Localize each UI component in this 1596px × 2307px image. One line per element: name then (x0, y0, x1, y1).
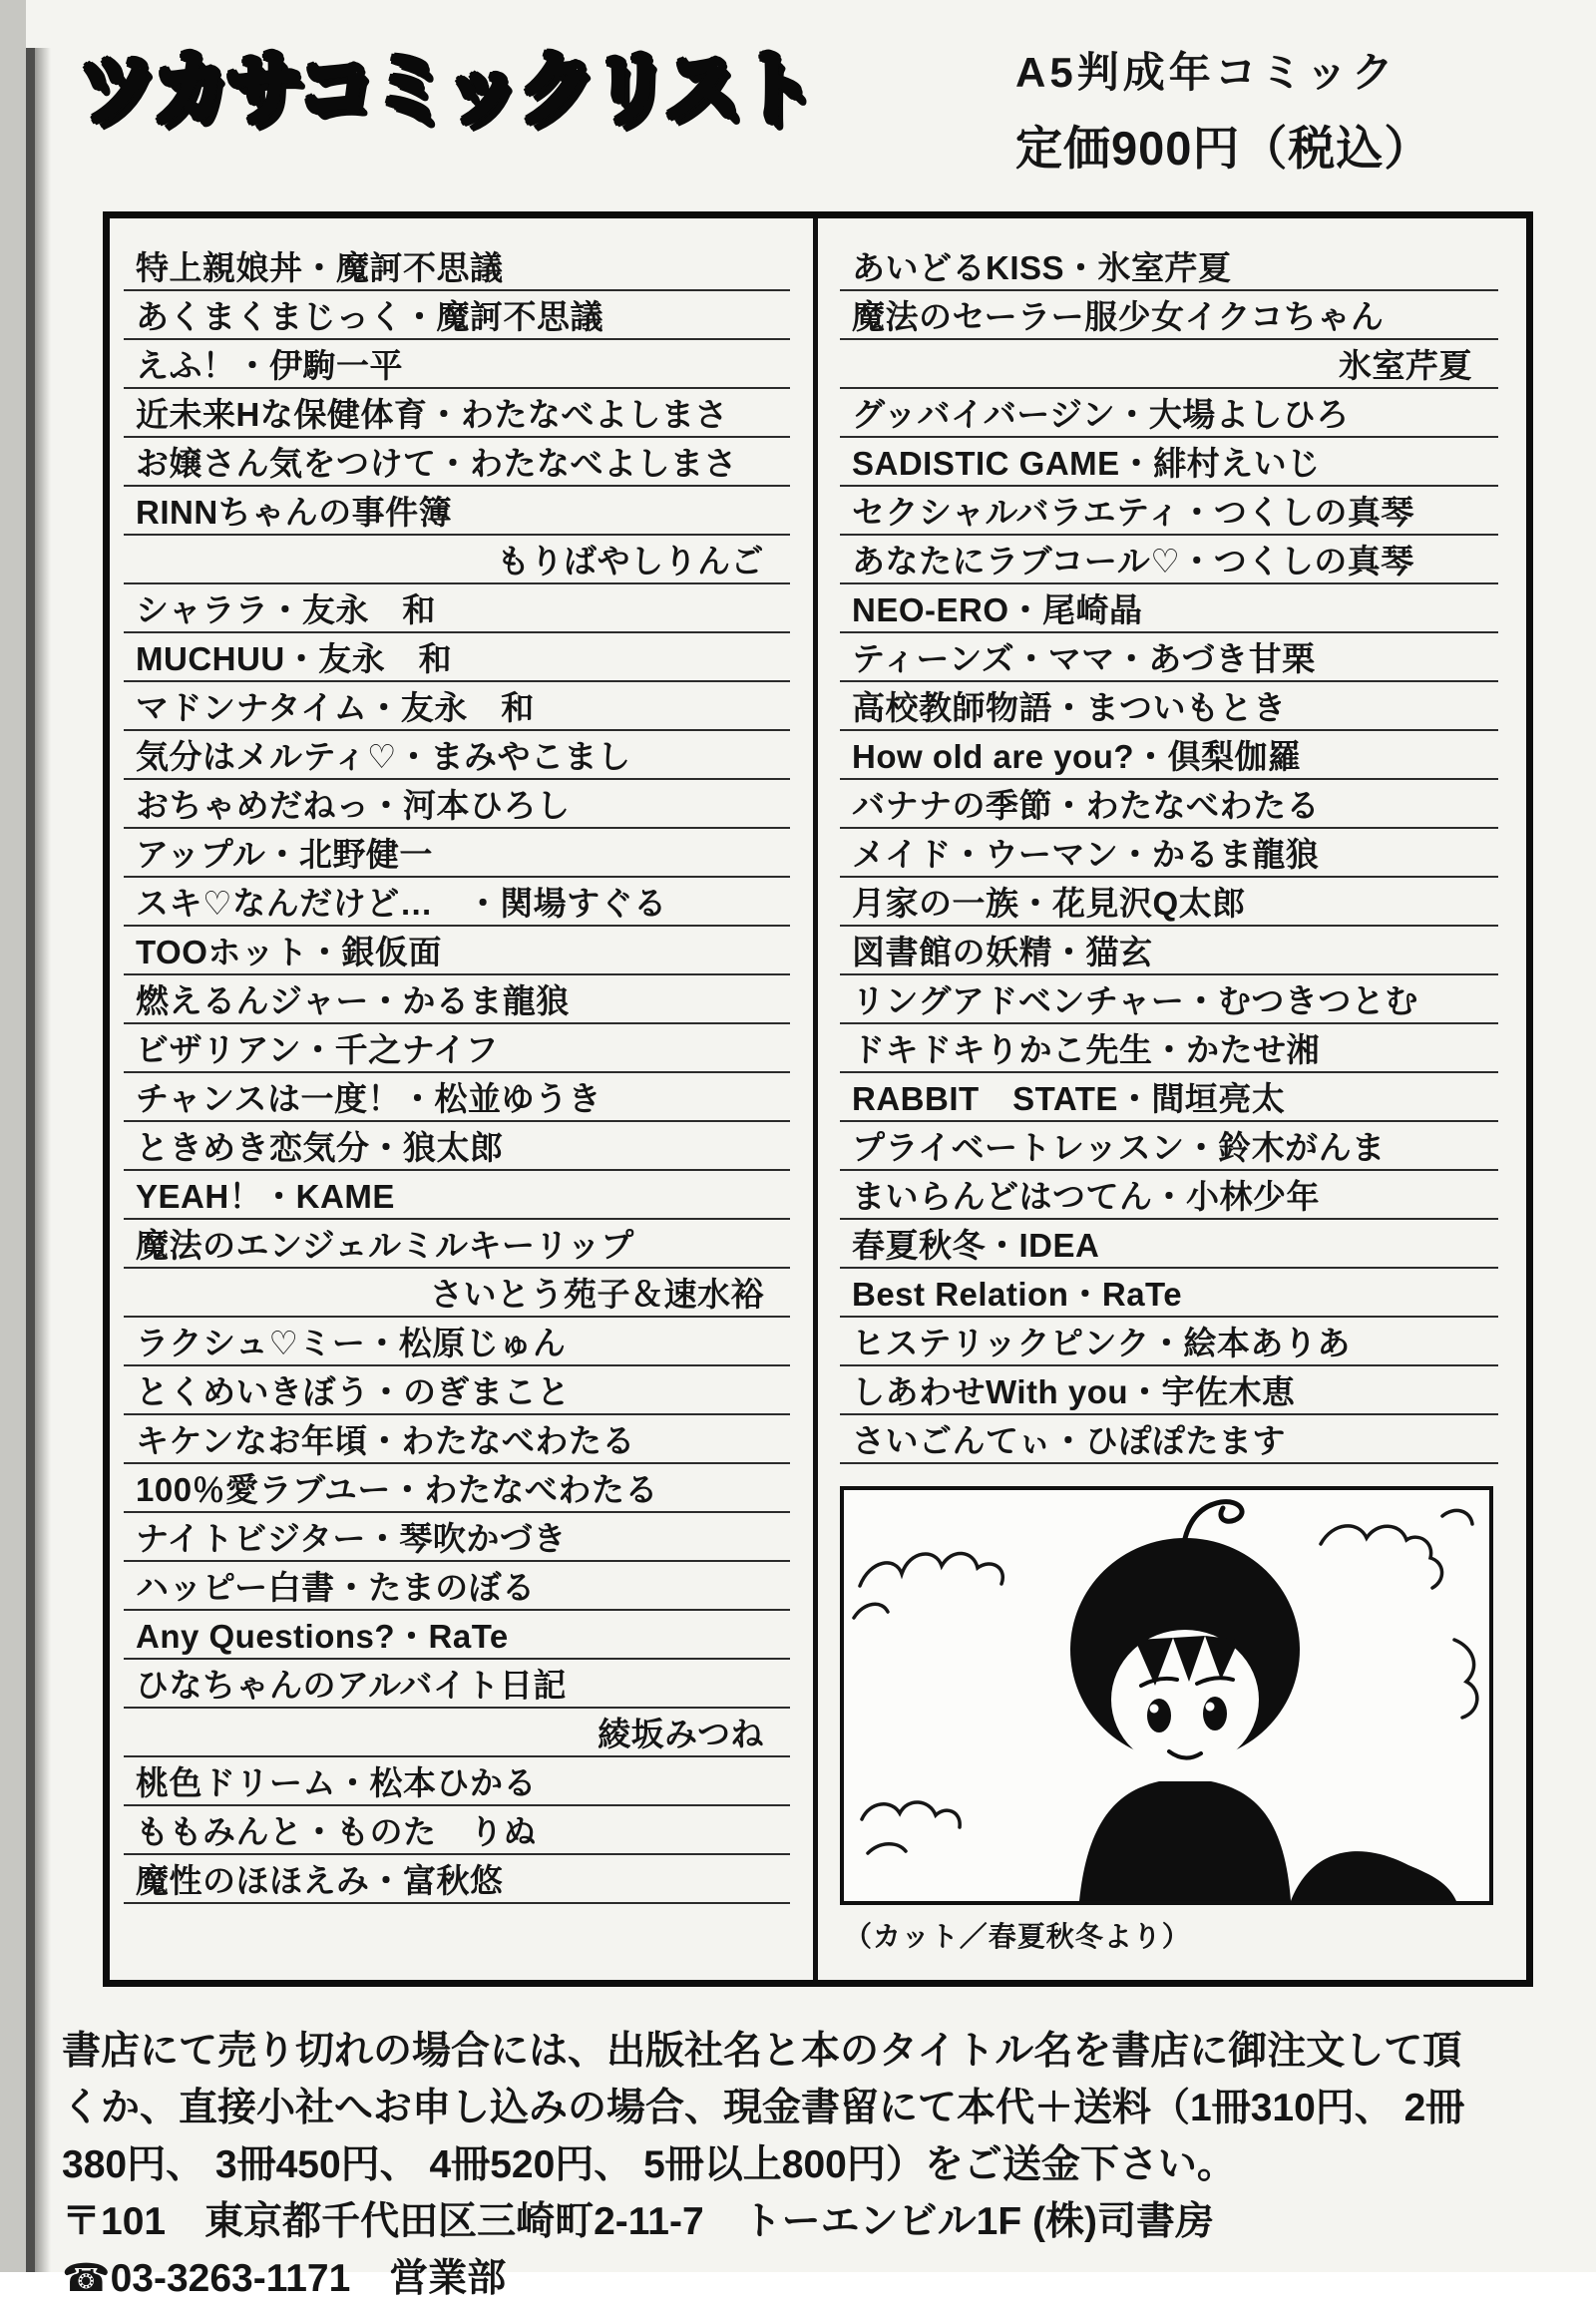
title-row: ひなちゃんのアルバイト日記 (124, 1660, 790, 1709)
title-row: RABBIT STATE・間垣亮太 (840, 1073, 1498, 1122)
page-title: ツカサコミックリスト (78, 44, 813, 135)
title-row: とくめいきぼう・のぎまこと (124, 1366, 790, 1415)
title-row: しあわせWith you・宇佐木恵 (840, 1366, 1498, 1415)
title-row: Any Questions?・RaTe (124, 1611, 790, 1660)
title-row: 特上親娘丼・魔訶不思議 (124, 242, 790, 291)
title-row: ナイトビジター・琴吹かづき (124, 1513, 790, 1562)
title-row: Best Relation・RaTe (840, 1269, 1498, 1318)
illustration-frame (840, 1486, 1493, 1905)
format-line: A5判成年コミック (1015, 49, 1397, 96)
title-row: 魔性のほほえみ・富秋悠 (124, 1855, 790, 1904)
footer-line: 380円、 3冊450円、 4冊520円、 5冊以上800円）をご送金下さい。 (62, 2143, 1236, 2186)
title-row: TOOホット・銀仮面 (124, 927, 790, 975)
footer-note (62, 2023, 1558, 2307)
author-row: 氷室芹夏 (840, 340, 1498, 389)
title-row: さいごんてぃ・ひぽぽたます (840, 1415, 1498, 1464)
title-row: 桃色ドリーム・松本ひかる (124, 1757, 790, 1806)
comic-list-box (103, 211, 1533, 1987)
title-row: グッバイバージン・大場よしひろ (840, 389, 1498, 438)
left-column (124, 242, 790, 1904)
title-row: あいどるKISS・氷室芹夏 (840, 242, 1498, 291)
bush-sketch-top-right (1321, 1526, 1442, 1588)
title-row: セクシャルバラエティ・つくしの真琴 (840, 487, 1498, 536)
title-row: ビザリアン・千之ナイフ (124, 1024, 790, 1073)
bush-sketch-right (1454, 1640, 1477, 1718)
title-row: ティーンズ・ママ・あづき甘栗 (840, 633, 1498, 682)
bush-sketch-top-left (860, 1553, 1002, 1586)
title-row: 図書館の妖精・猫玄 (840, 927, 1498, 975)
title-row: ときめき恋気分・狼太郎 (124, 1122, 790, 1171)
scan-binding-line (26, 48, 35, 2272)
title-row: おちゃめだねっ・河本ひろし (124, 780, 790, 829)
title-row: ドキドキりかこ先生・かたせ湘 (840, 1024, 1498, 1073)
author-row: さいとう苑子＆速水裕 (124, 1269, 790, 1318)
title-row: How old are you?・倶梨伽羅 (840, 731, 1498, 780)
footer-line: くか、直接小社へお申し込みの場合、現金書留にて本代＋送料（1冊310円、 2冊 (62, 2087, 1465, 2129)
title-row: 高校教師物語・まついもとき (840, 682, 1498, 731)
title-row: リングアドベンチャー・むつきつとむ (840, 975, 1498, 1024)
right-column-rows (840, 242, 1498, 1464)
title-row: あなたにラブコール♡・つくしの真琴 (840, 536, 1498, 584)
title-row: あくまくまじっく・魔訶不思議 (124, 291, 790, 340)
title-row: 燃えるんジャー・かるま龍狼 (124, 975, 790, 1024)
title-row: アップル・北野健一 (124, 829, 790, 878)
title-row: キケンなお年頃・わたなべわたる (124, 1415, 790, 1464)
column-divider (813, 218, 818, 1980)
title-row: ハッピー白書・たまのぼる (124, 1562, 790, 1611)
title-row: 近未来Hな保健体育・わたなべよしまさ (124, 389, 790, 438)
bush-sketch-bottom-left (862, 1802, 960, 1827)
title-row: 100％愛ラブユー・わたなべわたる (124, 1464, 790, 1513)
title-row: チャンスは一度！・松並ゆうき (124, 1073, 790, 1122)
title-row: YEAH！・KAME (124, 1171, 790, 1220)
illustration-caption: （カット／春夏秋冬より） (844, 1921, 1191, 1952)
title-row: スキ♡なんだけど… ・関場すぐる (124, 878, 790, 927)
girl-illustration-image (844, 1490, 1489, 1901)
title-row: 魔法のエンジェルミルキーリップ (124, 1220, 790, 1269)
price-info (1015, 40, 1431, 179)
title-row: まいらんどはつてん・小林少年 (840, 1171, 1498, 1220)
title-row: 魔法のセーラー服少女イクコちゃん (840, 291, 1498, 340)
scan-edge-strip (0, 0, 26, 2272)
title-row: バナナの季節・わたなべわたる (840, 780, 1498, 829)
title-row: メイド・ウーマン・かるま龍狼 (840, 829, 1498, 878)
title-row: 月家の一族・花見沢Q太郎 (840, 878, 1498, 927)
price-line: 定価900円（税込） (1015, 122, 1432, 175)
title-row: NEO-ERO・尾崎晶 (840, 584, 1498, 633)
scan-edge-shadow (35, 48, 51, 2272)
title-row: MUCHUU・友永 和 (124, 633, 790, 682)
title-row: ヒステリックピンク・絵本ありあ (840, 1318, 1498, 1366)
title-row: お嬢さん気をつけて・わたなべよしまさ (124, 438, 790, 487)
title-row: 春夏秋冬・IDEA (840, 1220, 1498, 1269)
arm-silhouette (1291, 1851, 1456, 1901)
author-row: もりばやしりんご (124, 536, 790, 584)
footer-line: ☎03-3263-1171 営業部 (62, 2257, 507, 2300)
author-row: 綾坂みつね (124, 1709, 790, 1757)
title-row: シャララ・友永 和 (124, 584, 790, 633)
title-row: えふ！・伊駒一平 (124, 340, 790, 389)
title-row: SADISTIC GAME・緋村えいじ (840, 438, 1498, 487)
right-column (840, 242, 1498, 1955)
footer-line: 〒101 東京都千代田区三崎町2-11-7 トーエンビル1F (株)司書房 (62, 2200, 1214, 2243)
title-row: ラクシュ♡ミー・松原じゅん (124, 1318, 790, 1366)
title-row: プライベートレッスン・鈴木がんま (840, 1122, 1498, 1171)
title-row: マドンナタイム・友永 和 (124, 682, 790, 731)
body-silhouette (1079, 1781, 1291, 1901)
title-row: 気分はメルティ♡・まみやこまし (124, 731, 790, 780)
footer-line: 書店にて売り切れの場合には、出版社名と本のタイトル名を書店に御注文して頂 (62, 2030, 1462, 2073)
title-row: RINNちゃんの事件簿 (124, 487, 790, 536)
title-row: ももみんと・ものた りぬ (124, 1806, 790, 1855)
